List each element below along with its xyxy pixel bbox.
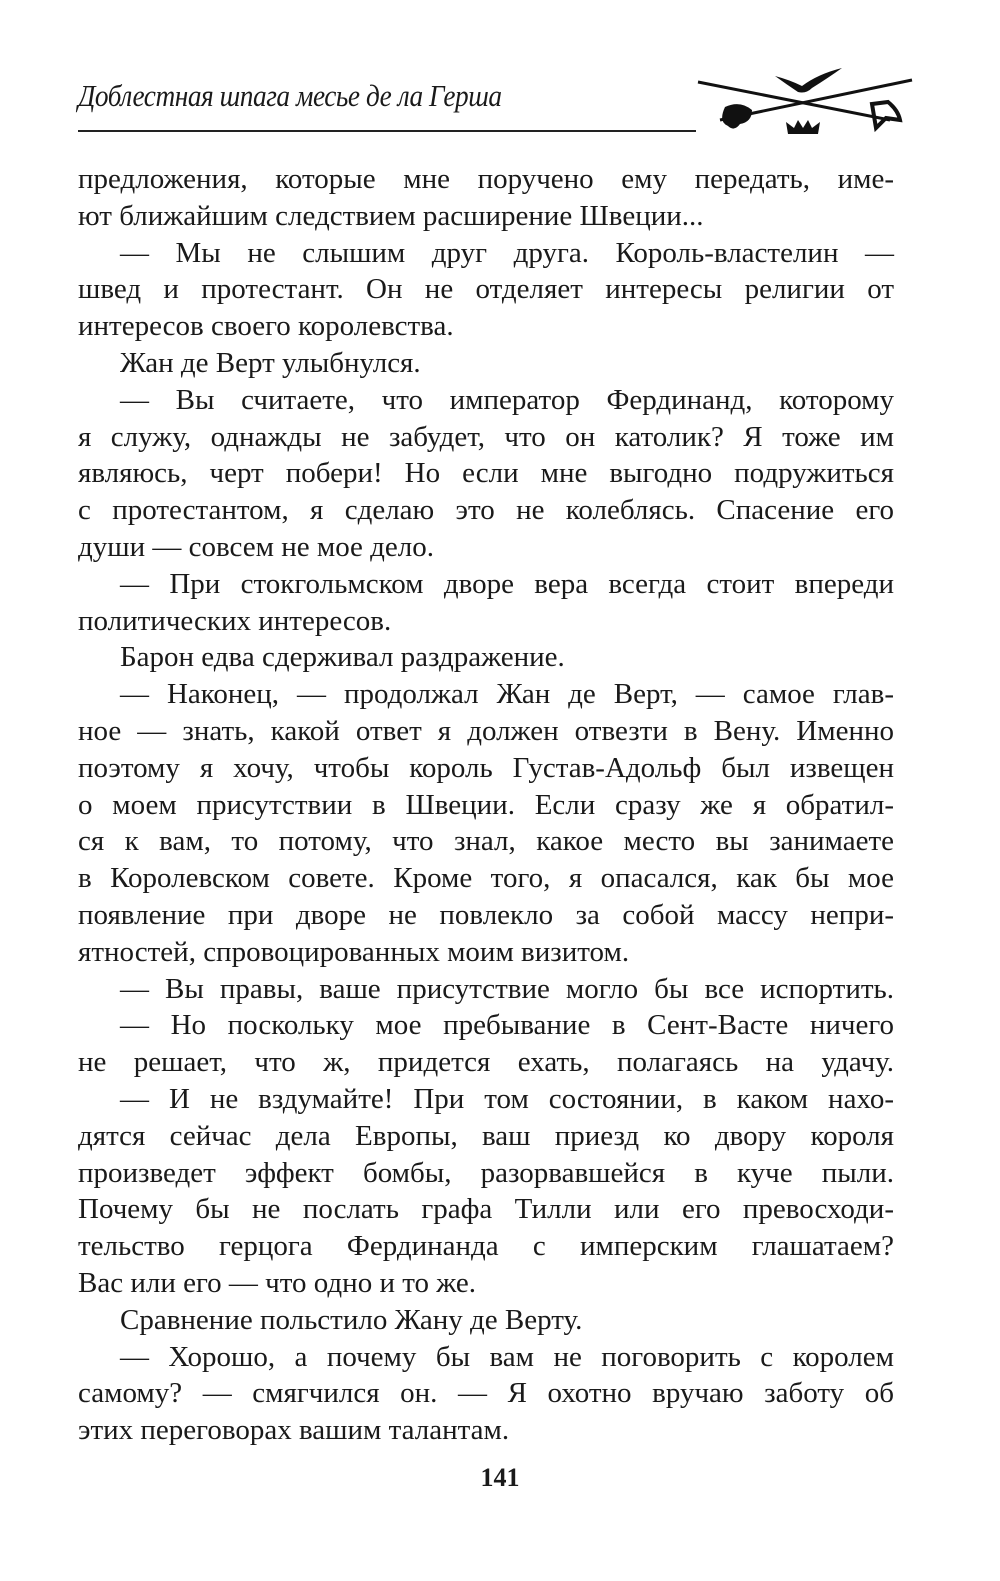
text-line: — Вы считаете, что император Фердинанд, которому xyxy=(120,383,894,416)
text-line: Барон едва сдерживал раздражение. xyxy=(120,641,565,674)
text-line: — Но поскольку мое пребывание в Сент-Васте ничего xyxy=(120,1009,894,1042)
text-line: появление при дворе не повлекло за собой массу непри- xyxy=(78,898,894,931)
text-line: ятностей, спровоцированных моим визитом. xyxy=(78,935,630,968)
text-line: — Наконец, — продолжал Жан де Верт, — самое глав- xyxy=(120,678,894,711)
paragraph xyxy=(78,1302,894,1339)
text-line: ют ближайшим следствием расширение Швеции... xyxy=(78,199,704,232)
running-header-title: Доблестная шпага месье де ла Герша xyxy=(78,78,502,113)
text-line: — Вы правы, ваше присутствие могло бы все испортить. xyxy=(120,972,894,1005)
text-line: дятся сейчас дела Европы, ваш приезд ко двору короля xyxy=(78,1119,894,1152)
text-line: в Королевском совете. Кроме того, я опасался, как бы мое xyxy=(78,862,894,895)
body-text xyxy=(78,161,894,1449)
paragraph xyxy=(78,161,894,235)
text-line: ся к вам, то потому, что знал, какое место вы занимаете xyxy=(78,825,894,858)
crossed-swords-emblem-icon xyxy=(690,62,920,148)
text-line: — Мы не слышим друг друга. Король-властелин — xyxy=(120,236,894,269)
paragraph xyxy=(78,382,894,566)
text-line: являюсь, черт побери! Но если мне выгодно подружиться xyxy=(78,457,894,490)
text-line: — Хорошо, а почему бы вам не поговорить с королем xyxy=(120,1340,894,1373)
text-line: Сравнение польстило Жану де Верту. xyxy=(120,1303,583,1336)
text-line: политических интересов. xyxy=(78,604,392,637)
text-line: — При стокгольмском дворе вера всегда стоит впереди xyxy=(120,567,894,600)
text-line: тельство герцога Фердинанда с имперским глашатаем? xyxy=(78,1230,894,1263)
paragraph xyxy=(78,1081,894,1302)
header-rule xyxy=(78,130,696,132)
text-line: — И не вздумайте! При том состоянии, в каком нахо- xyxy=(120,1082,894,1115)
text-line: с протестантом, я сделаю это не колеблясь. Спасение его xyxy=(78,494,894,527)
text-line: не решает, что ж, придется ехать, полагаясь на удачу. xyxy=(78,1046,894,1079)
text-line: поэтому я хочу, чтобы король Густав-Адольф был извещен xyxy=(78,751,894,784)
paragraph xyxy=(78,971,894,1008)
page-number: 141 xyxy=(480,1463,520,1492)
text-line: предложения, которые мне поручено ему передать, име- xyxy=(78,163,894,195)
text-line: швед и протестант. Он не отделяет интересы религии от xyxy=(78,273,894,306)
text-line: Жан де Верт улыбнулся. xyxy=(120,346,421,379)
paragraph xyxy=(78,566,894,640)
text-line: о моем присутствии в Швеции. Если сразу же я обратил- xyxy=(78,788,894,821)
text-line: Почему бы не послать графа Тилли или его превосходи- xyxy=(78,1193,894,1226)
text-line: этих переговорах вашим талантам. xyxy=(78,1414,510,1447)
paragraph xyxy=(78,235,894,345)
text-line: самому? — смягчился он. — Я охотно вручаю заботу об xyxy=(78,1377,894,1410)
paragraph xyxy=(78,345,894,382)
text-line: Вас или его — что одно и то же. xyxy=(78,1266,477,1299)
text-line: произведет эффект бомбы, разорвавшейся в куче пыли. xyxy=(78,1156,894,1189)
text-line: ное — знать, какой ответ я должен отвезти в Вену. Именно xyxy=(78,714,894,747)
text-line: интересов своего королевства. xyxy=(78,310,454,343)
paragraph xyxy=(78,676,894,970)
text-line: я служу, однажды не забудет, что он католик? Я тоже им xyxy=(78,420,894,453)
paragraph xyxy=(78,639,894,676)
paragraph xyxy=(78,1339,894,1449)
text-line: души — совсем не мое дело. xyxy=(78,530,435,563)
paragraph xyxy=(78,1007,894,1081)
